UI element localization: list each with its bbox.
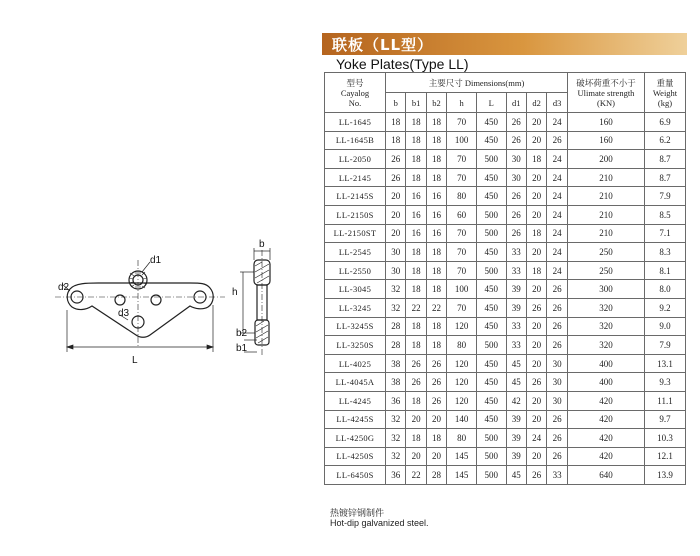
cell-d1: 39 — [506, 410, 526, 429]
cell-h: 100 — [447, 280, 477, 299]
cell-weight: 8.7 — [645, 168, 686, 187]
cell-weight: 7.9 — [645, 187, 686, 206]
cell-model: LL-4250S — [325, 447, 386, 466]
cell-h: 120 — [447, 373, 477, 392]
cell-b1: 18 — [406, 150, 426, 169]
cell-model: LL-3250S — [325, 336, 386, 355]
cell-strength: 210 — [568, 187, 645, 206]
cell-b1: 18 — [406, 113, 426, 132]
cell-d3: 33 — [547, 466, 568, 485]
table-row — [325, 354, 686, 373]
cell-b: 28 — [386, 336, 406, 355]
cell-d3: 26 — [547, 280, 568, 299]
cell-model: LL-2050 — [325, 150, 386, 169]
table-row — [325, 298, 686, 317]
model-header-en: Cayalog — [340, 87, 370, 98]
cell-d1: 26 — [506, 131, 526, 150]
cell-model: LL-2550 — [325, 261, 386, 280]
cell-weight: 9.2 — [645, 298, 686, 317]
cell-model: LL-4245 — [325, 391, 386, 410]
table-row — [325, 336, 686, 355]
cell-l: 500 — [476, 150, 506, 169]
cell-weight: 8.7 — [645, 150, 686, 169]
table-row — [325, 150, 686, 169]
cell-b: 38 — [386, 373, 406, 392]
cell-d2: 20 — [526, 168, 546, 187]
cell-strength: 210 — [568, 168, 645, 187]
cell-strength: 200 — [568, 150, 645, 169]
weight-header-cn: 重量 — [656, 77, 674, 88]
cell-d2: 18 — [526, 224, 546, 243]
cell-d1: 42 — [506, 391, 526, 410]
cell-b2: 16 — [426, 187, 446, 206]
weight-header-en: Weight — [652, 87, 678, 98]
cell-d3: 24 — [547, 187, 568, 206]
cell-weight: 11.1 — [645, 391, 686, 410]
col-h: h — [447, 93, 477, 113]
table-row — [325, 243, 686, 262]
cell-b2: 28 — [426, 466, 446, 485]
title-banner — [322, 33, 687, 55]
table-row — [325, 391, 686, 410]
cell-h: 140 — [447, 410, 477, 429]
cell-weight: 13.1 — [645, 354, 686, 373]
cell-b: 32 — [386, 410, 406, 429]
cell-d1: 45 — [506, 354, 526, 373]
cell-b2: 18 — [426, 131, 446, 150]
cell-h: 70 — [447, 261, 477, 280]
cell-b1: 22 — [406, 466, 426, 485]
table-row — [325, 317, 686, 336]
material-note-en: Hot-dip galvanized steel. — [330, 518, 429, 528]
cell-h: 120 — [447, 391, 477, 410]
cell-d1: 39 — [506, 447, 526, 466]
cell-strength: 420 — [568, 429, 645, 448]
cell-b2: 18 — [426, 168, 446, 187]
col-d2: d2 — [526, 93, 546, 113]
cell-b: 32 — [386, 298, 406, 317]
cell-h: 70 — [447, 113, 477, 132]
cell-strength: 640 — [568, 466, 645, 485]
cell-d2: 20 — [526, 447, 546, 466]
cell-h: 70 — [447, 224, 477, 243]
cell-d3: 26 — [547, 410, 568, 429]
cell-l: 450 — [476, 243, 506, 262]
cell-b2: 16 — [426, 224, 446, 243]
cell-d3: 24 — [547, 150, 568, 169]
cell-h: 145 — [447, 447, 477, 466]
cell-model: LL-1645B — [325, 131, 386, 150]
cell-d2: 20 — [526, 131, 546, 150]
table-row — [325, 429, 686, 448]
cell-b: 32 — [386, 429, 406, 448]
label-d1: d1 — [150, 255, 162, 266]
table-row — [325, 131, 686, 150]
cell-d3: 24 — [547, 243, 568, 262]
cell-d3: 26 — [547, 317, 568, 336]
cell-l: 500 — [476, 261, 506, 280]
cell-h: 80 — [447, 187, 477, 206]
cell-strength: 320 — [568, 317, 645, 336]
cell-strength: 250 — [568, 243, 645, 262]
specification-table — [324, 72, 686, 485]
cell-weight: 9.3 — [645, 373, 686, 392]
cell-d2: 20 — [526, 336, 546, 355]
cell-weight: 7.9 — [645, 336, 686, 355]
cell-d2: 20 — [526, 391, 546, 410]
cell-d1: 33 — [506, 243, 526, 262]
cell-weight: 10.3 — [645, 429, 686, 448]
cell-b1: 18 — [406, 317, 426, 336]
cell-l: 500 — [476, 224, 506, 243]
cell-l: 500 — [476, 429, 506, 448]
cell-model: LL-6450S — [325, 466, 386, 485]
cell-l: 450 — [476, 187, 506, 206]
cell-d1: 39 — [506, 298, 526, 317]
cell-d1: 33 — [506, 261, 526, 280]
cell-h: 70 — [447, 298, 477, 317]
cell-b1: 18 — [406, 131, 426, 150]
cell-d3: 24 — [547, 205, 568, 224]
cell-strength: 210 — [568, 205, 645, 224]
label-h: h — [232, 287, 238, 298]
cell-l: 450 — [476, 298, 506, 317]
cell-b: 26 — [386, 150, 406, 169]
weight-header-unit: (kg) — [657, 97, 673, 108]
cell-b: 30 — [386, 243, 406, 262]
label-b2: b2 — [236, 328, 248, 339]
cell-strength: 250 — [568, 261, 645, 280]
cell-d3: 30 — [547, 373, 568, 392]
model-header — [325, 73, 386, 113]
cell-b2: 18 — [426, 280, 446, 299]
cell-l: 450 — [476, 131, 506, 150]
cell-strength: 320 — [568, 336, 645, 355]
cell-h: 70 — [447, 168, 477, 187]
cell-d3: 24 — [547, 224, 568, 243]
cell-weight: 13.9 — [645, 466, 686, 485]
cell-strength: 210 — [568, 224, 645, 243]
cell-l: 500 — [476, 466, 506, 485]
table-row — [325, 113, 686, 132]
cell-b: 36 — [386, 391, 406, 410]
cell-h: 120 — [447, 354, 477, 373]
cell-model: LL-3245 — [325, 298, 386, 317]
table-row — [325, 224, 686, 243]
cell-d2: 20 — [526, 187, 546, 206]
cell-model: LL-3045 — [325, 280, 386, 299]
cell-h: 80 — [447, 429, 477, 448]
cell-b1: 18 — [406, 336, 426, 355]
cell-d1: 39 — [506, 280, 526, 299]
col-d3: d3 — [547, 93, 568, 113]
cell-h: 100 — [447, 131, 477, 150]
cell-b1: 18 — [406, 280, 426, 299]
cell-model: LL-4245S — [325, 410, 386, 429]
cell-d3: 24 — [547, 113, 568, 132]
cell-model: LL-4250G — [325, 429, 386, 448]
cell-d2: 20 — [526, 280, 546, 299]
cell-d2: 20 — [526, 317, 546, 336]
cell-strength: 160 — [568, 131, 645, 150]
cell-d2: 20 — [526, 205, 546, 224]
cell-b: 30 — [386, 261, 406, 280]
cell-weight: 8.1 — [645, 261, 686, 280]
cell-b: 20 — [386, 205, 406, 224]
cell-d1: 26 — [506, 224, 526, 243]
cell-l: 450 — [476, 113, 506, 132]
cell-b: 28 — [386, 317, 406, 336]
label-d2: d2 — [58, 282, 70, 293]
cell-b: 36 — [386, 466, 406, 485]
page-title-cn: 联板（LL型） — [332, 36, 434, 54]
cell-b1: 22 — [406, 298, 426, 317]
cell-b1: 20 — [406, 447, 426, 466]
cell-b1: 18 — [406, 243, 426, 262]
table-body — [325, 113, 686, 485]
cell-b2: 20 — [426, 447, 446, 466]
plate-side-view — [254, 250, 270, 355]
cell-d1: 26 — [506, 113, 526, 132]
col-b1: b1 — [406, 93, 426, 113]
col-b: b — [386, 93, 406, 113]
cell-strength: 420 — [568, 410, 645, 429]
cell-strength: 420 — [568, 391, 645, 410]
table-row — [325, 466, 686, 485]
cell-b1: 26 — [406, 373, 426, 392]
cell-b2: 18 — [426, 113, 446, 132]
cell-d2: 26 — [526, 466, 546, 485]
cell-d1: 26 — [506, 205, 526, 224]
label-b1: b1 — [236, 343, 248, 354]
cell-d1: 33 — [506, 336, 526, 355]
cell-weight: 8.3 — [645, 243, 686, 262]
cell-b: 20 — [386, 187, 406, 206]
cell-l: 450 — [476, 373, 506, 392]
cell-strength: 400 — [568, 373, 645, 392]
cell-b1: 18 — [406, 429, 426, 448]
cell-b: 18 — [386, 113, 406, 132]
cell-h: 70 — [447, 243, 477, 262]
cell-model: LL-2145S — [325, 187, 386, 206]
cell-model: LL-3245S — [325, 317, 386, 336]
cell-model: LL-2150ST — [325, 224, 386, 243]
col-d1: d1 — [506, 93, 526, 113]
cell-d1: 45 — [506, 466, 526, 485]
col-L: L — [476, 93, 506, 113]
cell-strength: 160 — [568, 113, 645, 132]
cell-d2: 24 — [526, 429, 546, 448]
cell-strength: 420 — [568, 447, 645, 466]
cell-h: 120 — [447, 317, 477, 336]
cell-b2: 18 — [426, 317, 446, 336]
strength-header — [568, 73, 645, 113]
cell-b: 18 — [386, 131, 406, 150]
table-row — [325, 205, 686, 224]
cell-b2: 26 — [426, 354, 446, 373]
cell-strength: 320 — [568, 298, 645, 317]
cell-l: 450 — [476, 317, 506, 336]
cell-b2: 18 — [426, 243, 446, 262]
cell-model: LL-4025 — [325, 354, 386, 373]
cell-d3: 24 — [547, 261, 568, 280]
cell-h: 145 — [447, 466, 477, 485]
cell-b1: 26 — [406, 354, 426, 373]
cell-h: 70 — [447, 150, 477, 169]
label-b: b — [259, 239, 265, 250]
cell-l: 500 — [476, 447, 506, 466]
cell-b1: 16 — [406, 187, 426, 206]
cell-b2: 22 — [426, 298, 446, 317]
table-row — [325, 447, 686, 466]
cell-h: 80 — [447, 336, 477, 355]
model-header-no: No. — [348, 97, 362, 108]
cell-weight: 12.1 — [645, 447, 686, 466]
cell-b1: 16 — [406, 205, 426, 224]
table-row — [325, 373, 686, 392]
cell-weight: 7.1 — [645, 224, 686, 243]
cell-d2: 26 — [526, 373, 546, 392]
cell-d2: 20 — [526, 354, 546, 373]
label-L: L — [132, 355, 138, 366]
cell-d1: 45 — [506, 373, 526, 392]
cell-b: 32 — [386, 447, 406, 466]
cell-d3: 26 — [547, 447, 568, 466]
cell-model: LL-1645 — [325, 113, 386, 132]
cell-b1: 16 — [406, 224, 426, 243]
cell-d3: 30 — [547, 354, 568, 373]
cell-d2: 20 — [526, 410, 546, 429]
cell-b2: 26 — [426, 373, 446, 392]
cell-weight: 9.7 — [645, 410, 686, 429]
cell-l: 450 — [476, 280, 506, 299]
cell-weight: 6.9 — [645, 113, 686, 132]
cell-l: 450 — [476, 410, 506, 429]
cell-d3: 24 — [547, 168, 568, 187]
cell-l: 500 — [476, 336, 506, 355]
cell-l: 450 — [476, 391, 506, 410]
cell-b2: 26 — [426, 391, 446, 410]
col-b2: b2 — [426, 93, 446, 113]
cell-d1: 26 — [506, 187, 526, 206]
cell-d2: 18 — [526, 150, 546, 169]
cell-weight: 8.5 — [645, 205, 686, 224]
table-row — [325, 168, 686, 187]
cell-d2: 20 — [526, 243, 546, 262]
cell-weight: 9.0 — [645, 317, 686, 336]
cell-b2: 20 — [426, 410, 446, 429]
table-row — [325, 187, 686, 206]
cell-b: 38 — [386, 354, 406, 373]
cell-l: 450 — [476, 168, 506, 187]
cell-model: LL-4045A — [325, 373, 386, 392]
cell-l: 500 — [476, 205, 506, 224]
cell-d1: 39 — [506, 429, 526, 448]
cell-strength: 300 — [568, 280, 645, 299]
cell-d3: 26 — [547, 131, 568, 150]
cell-b1: 18 — [406, 168, 426, 187]
cell-d2: 20 — [526, 113, 546, 132]
cell-b2: 18 — [426, 336, 446, 355]
cell-d2: 26 — [526, 298, 546, 317]
dimensions-header: 主要尺寸 Dimensions(mm) — [386, 73, 568, 93]
cell-b2: 18 — [426, 150, 446, 169]
cell-b: 26 — [386, 168, 406, 187]
cell-d1: 33 — [506, 317, 526, 336]
material-note-cn: 热镀锌钢制件 — [330, 509, 385, 519]
cell-d3: 30 — [547, 391, 568, 410]
cell-b: 20 — [386, 224, 406, 243]
label-d3: d3 — [118, 308, 130, 319]
cell-model: LL-2545 — [325, 243, 386, 262]
cell-b2: 16 — [426, 205, 446, 224]
table-row — [325, 261, 686, 280]
strength-header-cn: 破坏荷重不小于 — [576, 77, 636, 88]
cell-weight: 6.2 — [645, 131, 686, 150]
strength-header-en: Ulimate strength — [577, 87, 635, 98]
cell-strength: 400 — [568, 354, 645, 373]
cell-b1: 20 — [406, 410, 426, 429]
cell-b1: 18 — [406, 261, 426, 280]
strength-header-unit: (KN) — [597, 97, 615, 108]
weight-header — [645, 73, 686, 113]
page-title-en: Yoke Plates(Type LL) — [336, 56, 469, 72]
cell-d1: 30 — [506, 150, 526, 169]
cell-d3: 26 — [547, 336, 568, 355]
model-header-cn: 型号 — [346, 77, 364, 88]
cell-b: 32 — [386, 280, 406, 299]
cell-b2: 18 — [426, 261, 446, 280]
cell-d1: 30 — [506, 168, 526, 187]
cell-model: LL-2150S — [325, 205, 386, 224]
table-row — [325, 410, 686, 429]
cell-d3: 26 — [547, 298, 568, 317]
cell-h: 60 — [447, 205, 477, 224]
cell-b1: 18 — [406, 391, 426, 410]
cell-d2: 18 — [526, 261, 546, 280]
cell-model: LL-2145 — [325, 168, 386, 187]
cell-d3: 26 — [547, 429, 568, 448]
cell-l: 450 — [476, 354, 506, 373]
cell-weight: 8.0 — [645, 280, 686, 299]
cell-b2: 18 — [426, 429, 446, 448]
table-row — [325, 280, 686, 299]
